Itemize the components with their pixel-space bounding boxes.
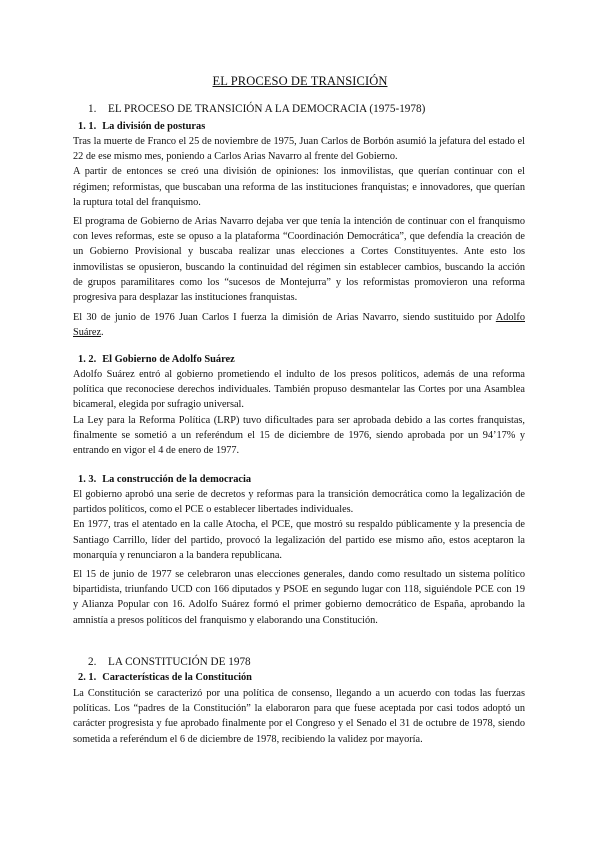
subsection-1-3-heading <box>78 474 251 485</box>
adolfo-suarez-link[interactable]: Adolfo Suárez <box>73 312 525 339</box>
paragraph: En 1977, tras el atentado en la calle Atocha, el PCE, que mostró su respaldo públicamente y la presencia de Santiago Carrillo, líder del partido, provocó la legalización del partido ese mismo año, estos aceptaron la monarquía y renunciaron a la bandera republicana. <box>73 519 525 561</box>
subsection-2-1-title: Características de la Constitución <box>102 672 252 683</box>
subsection-1-3-title: La construcción de la democracia <box>102 474 252 485</box>
section-1-heading <box>88 103 425 115</box>
subsection-1-2-title: El Gobierno de Adolfo Suárez <box>102 354 235 365</box>
paragraph: El 15 de junio de 1977 se celebraron unas elecciones generales, dando como resultado un sistema político bipartidista, triunfando UCD con 166 diputados y PSOE en segundo lugar con 118, siguiéndole PCE con 19 y Alianza Popular con 16. Adolfo Suárez formó el primer gobierno democrático de España, aprobando la amnistía a presos políticos del franquismo y elaborando una Constitución. <box>73 569 525 626</box>
paragraph: La Constitución se caracterizó por una política de consenso, llegando a un acuerdo con todas las fuerzas políticas. Los “padres de la Constitución” la elaboraron para que fuese aceptada por casi todos adoptó un carácter progresista y fue aprobado finalmente por el Congreso y el Senado el 31 de octubre de 1978, siendo sometida a referéndum el 6 de diciembre de 1978, recibiendo la validez por mayoría. <box>73 688 525 745</box>
paragraph-block-2-1 <box>73 686 525 747</box>
paragraph-block-1-1b <box>73 214 525 305</box>
section-1-title: EL PROCESO DE TRANSICIÓN A LA DEMOCRACIA (1975-1978) <box>108 103 426 115</box>
paragraph-block-1-3a <box>73 487 525 563</box>
subsection-1-3-number: 1. 3. <box>78 474 97 485</box>
paragraph-block-1-1a <box>73 134 525 210</box>
subsection-2-1-number: 2. 1. <box>78 672 97 683</box>
subsection-2-1-heading <box>78 672 252 683</box>
section-2-heading <box>88 656 251 668</box>
paragraph: Tras la muerte de Franco el 25 de noviembre de 1975, Juan Carlos de Borbón asumió la jefatura del estado el 22 de ese mismo mes, poniendo a Carlos Arias Navarro al frente del Gobierno. <box>73 136 525 163</box>
document-title: EL PROCESO DE TRANSICIÓN <box>212 74 388 88</box>
section-2-title: LA CONSTITUCIÓN DE 1978 <box>108 656 251 668</box>
section-2-number: 2. <box>88 656 97 668</box>
subsection-1-1-heading <box>78 121 205 132</box>
paragraph-block-1-3b <box>73 567 525 628</box>
section-1-number: 1. <box>88 103 97 115</box>
subsection-1-1-number: 1. 1. <box>78 121 97 132</box>
paragraph-end: . <box>101 327 104 339</box>
subsection-1-1-title: La división de posturas <box>102 121 206 132</box>
paragraph: El gobierno aprobó una serie de decretos y reformas para la transición democrática como la legalización de partidos políticos, como el PCE o establecer libertades individuales. <box>73 489 525 516</box>
paragraph <box>73 310 525 340</box>
paragraph: Adolfo Suárez entró al gobierno prometiendo el indulto de los presos políticos, además de una reforma política que reconociese derechos individuales. También propuso desmantelar las Cortes por una Asamblea bicameral, elegida por sufragio universal. <box>73 369 525 411</box>
paragraph: El programa de Gobierno de Arias Navarro dejaba ver que tenía la intención de continuar con el franquismo con leves reformas, este se opuso a la plataforma “Coordinación Democrática”, que defendía la creación de un Gobierno Provisional y buscaba realizar unas elecciones a Cortes Constituyentes. Ante esto los inmovilistas se opusieron, buscando la continuidad del régimen sin establecer cambios, buscando la acción de grupos paramilitares como los “sucesos de Montejurra” y los reformistas promovieron una reforma progresiva para desplazar las instituciones franquistas. <box>73 216 525 304</box>
paragraph-text: El 30 de junio de 1976 Juan Carlos I fuerza la dimisión de Arias Navarro, siendo sustituido por <box>73 312 496 323</box>
paragraph-block-1-2 <box>73 367 525 458</box>
paragraph-block-1-1c <box>73 310 525 340</box>
paragraph: A partir de entonces se creó una división de opiniones: los inmovilistas, que querían continuar con el régimen; reformistas, que buscaban una reforma de las instituciones franquistas; e innovadores, que querían la ruptura total del franquismo. <box>73 166 525 208</box>
subsection-1-2-heading <box>78 354 235 365</box>
paragraph: La Ley para la Reforma Política (LRP) tuvo dificultades para ser aprobada debido a las cortes franquistas, finalmente se sometió a un referéndum el 15 de diciembre de 1976, siendo aprobada por un 94’17% y entrando en vigor el 4 de enero de 1977. <box>73 414 525 457</box>
subsection-1-2-number: 1. 2. <box>78 354 97 365</box>
